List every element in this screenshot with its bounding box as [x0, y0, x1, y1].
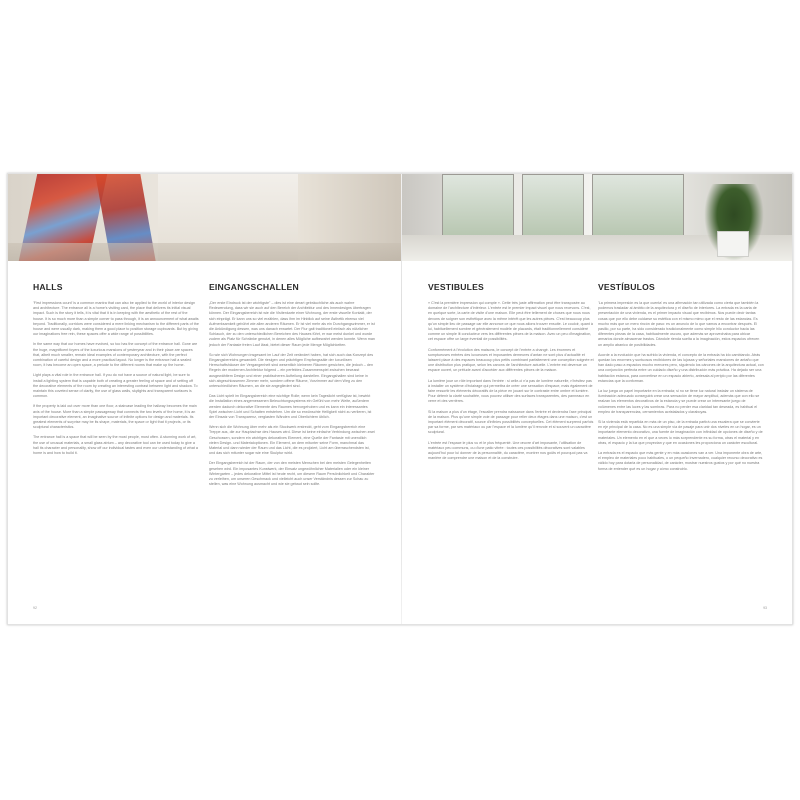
- paragraph: Acorde a la evolución que ha sufrido la vivienda, el concepto de la entrada ha ido cambiando. Atrás quedan los enormes y suntuosos recibidores de las lujosas y señoriales mansiones de antaño que han dado paso a espacios mucho menores pero, siguiendo los cánones de la arquitectura actual, con una conjunción perfecta entre un cuidado diseño y una distribución más práctica. Ha dejado ser una habitación estanca, para convertirse en un espacio abierto, antesala al periplo por las diferentes estancias que la conforman.: [598, 352, 764, 383]
- glass-window: [592, 174, 684, 238]
- entrance-photo-right: [402, 174, 793, 261]
- heading-vestibulos: VESTÍBULOS: [598, 282, 655, 292]
- column-halls: [33, 282, 199, 461]
- glass-window: [522, 174, 584, 238]
- paragraph: In the same way that our homes have evolved, so too has the concept of the entrance hall. Gone are the huge, magnificent foyers of the luxurious mansions of yesteryear and in their place are spaces that, albeit much smaller, remain ideal examples of contemporary architecture, with the perfect combination of careful design and a more practical layout. No longer is the entrance hall a sealed room, it has become an open space, a prelude to the different rooms that make up the home.: [33, 342, 198, 368]
- paragraph: Conformément à l'évolution des maisons, le concept de l'entrée a changé. Les énormes et somptueuses entrées des luxueuses et imposantes demeures d'antan ne sont plus d'actualité et laissent place à des espaces beaucoup plus petits combinant parfaitement une conception soignée et une distribution plus pratique, selon les canons de l'architecture actuelle. L'entrée est devenue un espace ouvert, un prélude avant d'accéder aux différentes pièces de la maison.: [428, 347, 594, 373]
- book-spread: [7, 173, 793, 625]
- paragraph: Light plays a vital role in the entrance hall. If you do not have a source of natural light, be sure to install a lighting system that is capable both of creating a greater feeling of space and of setting off the decorative elements of the room by creating an interesting contrast between light and shadow. To maintain this coveted sense of clarity, the use of glass walls, skylights and transparent surfaces is common.: [33, 373, 198, 399]
- glass-window: [442, 174, 514, 238]
- paragraph: 'First impressions count' is a common mantra that can also be applied to the world of interior design and architecture. The entrance all is a home's visiting card, the place that delivers its initial visual impact. Such is the story it tells, it is vital that it is in keeping with the aesthetic of the rest of the house. It is so much more than a simple corner to pass through, it is an announcement of what awaits beyond. Traditionally, corridors were considered a mere linking mechanism to the different parts of the house and were usually dark, making them a good place to position storage cupboards. But by giving our imaginations free rein, these spaces offer a wide range of possibilities.: [33, 301, 199, 337]
- heading-vestibules: VESTIBULES: [428, 282, 484, 292]
- hallway-floor: [8, 243, 401, 261]
- heading-halls: HALLS: [33, 282, 63, 292]
- paragraph: « C'est la première impression qui compte ». Cette très juste affirmation peut être transposée au domaine de l'architecture d'intérieur. L'entrée est le premier impact visuel que nous recevons. C'est, en quelque sorte, la carte de visite d'une maison. Elle peut être tellement de choses que nous nous devons de soigner son esthétique avec la même intérêt que les autres pièces. C'est beaucoup plus qu'un simple lieu de passage car elle annonce ce que nous allons trouver ensuite. Le couloir, quant à lui, habituellement sombre et généralement modèle de placards, était traditionnellement considéré comme un simple lit conducteur vers les différentes pièces de la maison. Avec un peu d'imagination, cet espace offre un large éventail de possibilités.: [428, 301, 593, 342]
- paragraph: La luz juega un papel importante en la entrada; si no se tiene luz natural instalar un sistema de iluminación adecuado conseguirá crear una sensación de mayor amplitud, además que con ello se realzan los elementos decorativos de la estancia y se puede crear un interesante juego de volúmenes entre las luces y las sombras. Para no perder esa claridad tan deseada, es habitual el empleo de transparencias, cerramientos acristalados y claraboyas.: [598, 389, 760, 414]
- paragraph: „Der erste Eindruck ist der wichtigste" – dies ist eine derart gebräuchliche als auch wahre Redewendung, dass wir sie auch auf den Bereich der Architektur und des Innendesigns übertragen können. Der Eingangsbereich ist wie die Visitenkarte einer Wohnung, der erste visuelle Kontakt, der sich einprägt. Er kann uns so viel erzählen, dass ihm im Hinblick auf seine Ästhetik ebenso viel Aufmerksamkeit gebührt wie allen anderen Räumen. Er ist viel mehr als ein Durchgangszimmer, er ist die Ankündigung dessen, was uns danach erwartet. Der Flur galt traditionell einfach als nützlicher Schlauch, der zu den unterschiedlichen Bereichen des Hauses führt, er war meist dunkel und wurde zudem als Platz für Schränke genutzt, in denen alles Mögliche aufbewahrt werden konnte. Wenn man jedoch der Fantasie freien Lauf lässt, bietet dieser Raum jede Menge Möglichkeiten.: [209, 301, 375, 347]
- paragraph: Si la maison a plus d'un étage, l'escalier prendra naissance dans l'entrée et deviendra l'axe principal de la maison. Plus qu'une simple voie de passage pour relier deux étages dans une maison, c'est un important élément décoratif, source d'infinies possibilités conceptuelles. Cet élément surprend parfois par sa forme, par ses matériaux ou par l'espace et la lumière qu'il renvoie et si souvent un caractère sculptural.: [428, 409, 594, 435]
- paragraph: Das Licht spielt im Eingangsbereich eine wichtige Rolle; wenn kein Tageslicht verfügbar ist, bewirkt die Installation eines angemessenen Beleuchtungssystems ein Gefühl von mehr Weite, außerdem werden dadurch dekorative Elemente des Raumes hervorgehoben und es kann ein interessantes Spiel zwischen Licht und Schatten entstehen. Um die so erwünschte Helligkeit nicht zu verlieren, ist der Einsatz von Transparenz, verglasten Wänden und Oberlichtern üblich.: [209, 394, 372, 420]
- page-number-left: 92: [33, 606, 37, 610]
- plant-pot: [717, 231, 749, 257]
- paragraph: So wie sich Wohnungen insgesamt im Lauf der Zeit verändert haben, hat sich auch das Konzept des Eingangsbereichs gewandelt. Die riesigen und prächtigen Empfangssäle der luxuriösen Herrschaftshäuser der Vergangenheit sind wesentlich kleineren Räumen gewichen, die jedoch – den Regeln der modernen Architektur folgend – ein perfektes Zusammenspiel zwischen bewusst ausgewähltem Design und einer praktischeren Aufteilung darstellen. Eingangshallen sind keine in sich abgeschlossenen Zimmer mehr, sondern offene Räume, Vorzimmer auf dem Weg zu den unterschiedlichen Räumen, an die sie angegliedert sind.: [209, 352, 374, 389]
- book-gutter: [401, 174, 402, 624]
- paragraph: 'La primera impresión es la que cuenta' es una afirmación tan utilizada como cierta que también la podemos trasladar al ámbito de la arquitectura y el diseño de interiores. La entrada es la carta de presentación de una vivienda, es el primer impacto visual que recibimos. Nos puede decir tantas cosas que por ello debe cuidarse su estética con el mismo mimo que el resto de las estancias. Es mucho más que un mero rincón de paso: es un anuncio de lo que vamos a encontrar después. El pasillo, por su parte, ha sido considerado tradicionalmente como simple hilo conductor hacia las diferentes piezas de la casa, habitualmente oscuro, que además se aprovechaba para ubicar armarios donde almacenar trastos. Dándole rienda suelta a la imaginación, estos espacios ofrecen un amplio abanico de posibilidades.: [598, 301, 760, 347]
- paragraph: Wenn sich die Wohnung über mehr als ein Stockwerk erstreckt, geht vom Eingangsbereich eine Treppe aus, die zur Hauptachse des Hauses wird. Diese ist keine einfache Verbindung zwischen zwei Geschossen, sondern ein wichtiges dekoratives Element, eine Quelle der Fantasie mit unendlich vielen Design- und Materialoptionen. Ein Element, an dem mitunter seine Form, manchmal das Material und dann wieder der Raum und das Licht, die es projiziert, Licht am überraschendsten ist, und das sich mitunter sogar wie eine Skulptur wirkt.: [209, 425, 375, 456]
- heading-eingangschallen: EINGANGSCHALLEN: [209, 282, 299, 292]
- page-number-right: 93: [763, 606, 767, 610]
- paragraph: Si la vivienda está repartida en más de un piso, de la entrada partirá una escalera que se convierte en eje principal de la casa. No es una simple vía de pasaje para unir dos niveles en un hogar, es un importante elemento decorativo, una fuente de imaginación con infinidad de opciones de diseño y de materiales. Un elemento en el que a veces lo más sorprendente es su forma, otras el material y en otras, el espacio y la luz que proyectan y que en ocasiones les proporciona un carácter escultural.: [598, 420, 763, 445]
- paragraph: L'entrée est l'espace le plus vu et le plus fréquenté. Une œuvre d'art imposante, l'utilisation de matériaux peu communs, ou d'une patio vitrée : toutes ces possibilités décoratives sont valables aujourd'hui pour lui donner de la personnalité, du caractère, montrer nos goûts et pourquoi pas va manière de comprendre une maison et de la construire.: [428, 440, 588, 461]
- paragraph: La entrada es el espacio que más gente y en más ocasiones van a ver. Una imponente obra de arte, el empleo de materiales poco habituales, o un pequeño invernadero, cualquier recurso decorativo es válido hoy para dotarla de personalidad, de carácter, mostrar nuestros gustos y por qué no nuestra forma de entender qué es un hogar y cómo construirlo.: [598, 451, 763, 471]
- paragraph: If the property is laid out over more than one floor, a staircase leading the hallway becomes the main axis of the house. More than a simple passageway that connects the two levels of the home, it is an important decorative element, an imaginative source of infinite options for design and materials. Its greatest elements of surprise may be its shape, materials, the space or light that it projects, or its sculptural characteristics.: [33, 404, 197, 430]
- paragraph: Der Eingangsbereich ist der Raum, der von den meisten Menschen bei den meisten Gelegenheiten gesehen wird. Ein imposantes Kunstwerk, der Einsatz ungewöhnlicher Materialien oder ein kleiner Wintergarten – jedes dekorative Mittel ist heute recht, um diesem Raum Persönlichkeit und Charakter zu verleihen, um unseren Geschmack und vielleicht auch unser Verständnis dessen zur Schau zu stellen, was eine Wohnung ausmacht und wie sie gebaut sein sollte.: [209, 461, 375, 487]
- column-vestibules: [428, 282, 594, 466]
- column-eingangschallen: [209, 282, 375, 493]
- column-vestibulos: [598, 282, 764, 477]
- paragraph: La lumière joue un rôle important dans l'entrée : si celle-ci n'a pas de lumière naturelle, n'hésitez pas à installer un système d'éclairage qui permettra de créer une sensation d'espace, mais également de faire ressortir les éléments décoratifs de la pièce en jouant sur le contraste entre ombre et lumière. Pour détenir la clarté souhaitée, vous pouvez utiliser des surfaces transparentes, des panneaux en verre et des verrières.: [428, 378, 593, 404]
- hallway-photo-left: [8, 174, 401, 261]
- paragraph: The entrance hall is a space that will be seen by the most people, most often. A stunning work of art, the use of unusual materials, a small glass atrium – any decorative tool can be used today to give a hall its character and personality, show off our individual tastes and even our understanding of what a home is and how to build it.: [33, 435, 198, 456]
